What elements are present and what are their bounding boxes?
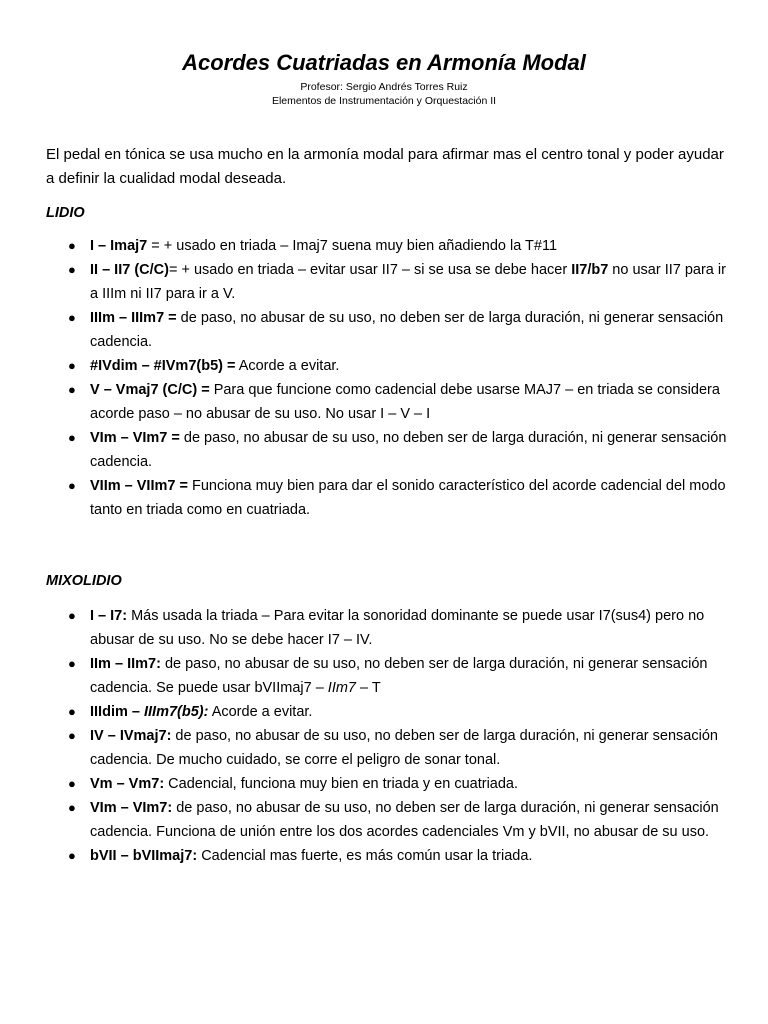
chord-label: I – I7:: [90, 608, 128, 624]
chord-label: I – Imaj7: [90, 238, 148, 254]
chord-label: II7/b7: [571, 262, 609, 278]
lidio-heading: LIDIO: [46, 205, 85, 221]
bullet-icon: ●: [68, 358, 76, 373]
bullet-icon: ●: [68, 608, 76, 623]
bullet-icon: ●: [68, 728, 76, 743]
chord-label: IIIdim –: [90, 704, 144, 720]
item-text: Funciona muy bien para dar el sonido característico del acorde cadencial del modo tanto en triada como en cuatriada.: [90, 478, 726, 518]
list-item: [46, 724, 736, 772]
bullet-icon: ●: [68, 776, 76, 791]
bullet-icon: ●: [68, 310, 76, 325]
item-text: = + usado en triada – Imaj7 suena muy bien añadiendo la T#11: [147, 238, 558, 254]
chord-label: V – Vmaj7 (C/C) =: [90, 382, 210, 398]
item-text-italic: IIm7: [327, 680, 356, 696]
lidio-list: [46, 234, 736, 522]
list-item: [46, 378, 736, 426]
document-title: Acordes Cuatriadas en Armonía Modal: [182, 50, 586, 75]
bullet-icon: ●: [68, 478, 76, 493]
item-text: de paso, no abusar de su uso, no deben ser de larga duración, ni generar sensación cadencia. Se puede usar bVIImaj7 –: [90, 656, 708, 696]
list-item: [46, 844, 736, 868]
bullet-icon: ●: [68, 262, 76, 277]
bullet-icon: ●: [68, 382, 76, 397]
chord-label: IIIm – IIIm7 =: [90, 310, 177, 326]
list-item: [46, 652, 736, 700]
bullet-icon: ●: [68, 656, 76, 671]
list-item: [46, 604, 736, 652]
list-item: [46, 426, 736, 474]
chord-label: VIm – VIm7 =: [90, 430, 180, 446]
list-item: [46, 474, 736, 522]
list-item: [46, 700, 736, 724]
list-item: [46, 796, 736, 844]
item-text: de paso, no abusar de su uso, no deben ser de larga duración, ni generar sensación cadencia.: [90, 310, 724, 350]
item-text: no usar II7 para ir a IIIm ni II7 para ir a V.: [90, 262, 726, 302]
chord-label: VIIm – VIIm7 =: [90, 478, 188, 494]
professor-line: Profesor: Sergio Andrés Torres Ruiz: [300, 81, 468, 93]
list-item: [46, 234, 736, 258]
list-item: [46, 258, 736, 306]
course-line: Elementos de Instrumentación y Orquestación II: [271, 95, 497, 107]
item-text: de paso, no abusar de su uso, no deben ser de larga duración, ni generar sensación cadencia. De mucho cuidado, se corre el peligro de sonar tonal.: [90, 728, 718, 768]
list-item: [46, 354, 736, 378]
item-text: de paso, no abusar de su uso, no deben ser de larga duración, ni generar sensación cadencia.: [90, 430, 727, 470]
chord-label: VIm – VIm7:: [90, 800, 173, 816]
bullet-icon: ●: [68, 430, 76, 445]
item-text: Para que funcione como cadencial debe usarse MAJ7 – en triada se considera acorde paso – no abusar de su uso. No usar I – V – I: [90, 382, 720, 422]
chord-label: IV – IVmaj7:: [90, 728, 172, 744]
chord-label: Vm – Vm7:: [90, 776, 165, 792]
item-text: Acorde a evitar.: [235, 358, 340, 374]
item-text: Más usada la triada – Para evitar la sonoridad dominante se puede usar I7(sus4) pero no abusar de su uso. No se debe hacer I7 – IV.: [90, 608, 705, 648]
chord-label: IIm – IIm7:: [90, 656, 161, 672]
bullet-icon: ●: [68, 800, 76, 815]
bullet-icon: ●: [68, 238, 76, 253]
item-text: de paso, no abusar de su uso, no deben ser de larga duración, ni generar sensación cadencia. Funciona de unión entre los dos acordes cadenciales Vm y bVII, no abusar de su uso.: [90, 800, 719, 840]
chord-label-italic: IIIm7(b5): [144, 704, 204, 720]
item-text: = + usado en triada – evitar usar II7 – si se usa se debe hacer: [168, 262, 572, 278]
bullet-icon: ●: [68, 704, 76, 719]
list-item: [46, 772, 736, 796]
chord-label: II – II7 (C/C): [90, 262, 169, 278]
mixolidio-heading: MIXOLIDIO: [46, 573, 122, 589]
item-text: Cadencial, funciona muy bien en triada y en cuatriada.: [164, 776, 519, 792]
chord-label: bVII – bVIImaj7:: [90, 848, 198, 864]
item-text: Acorde a evitar.: [208, 704, 313, 720]
list-item: [46, 306, 736, 354]
item-text: Cadencial mas fuerte, es más común usar la triada.: [197, 848, 533, 864]
chord-label-italic: :: [203, 704, 209, 720]
chord-label: #IVdim – #IVm7(b5) =: [90, 358, 236, 374]
item-text: – T: [356, 680, 381, 696]
bullet-icon: ●: [68, 848, 76, 863]
intro-paragraph: El pedal en tónica se usa mucho en la armonía modal para afirmar mas el centro tonal y poder ayudar a definir la cualidad modal deseada.: [46, 146, 724, 187]
mixolidio-list: [46, 604, 736, 868]
